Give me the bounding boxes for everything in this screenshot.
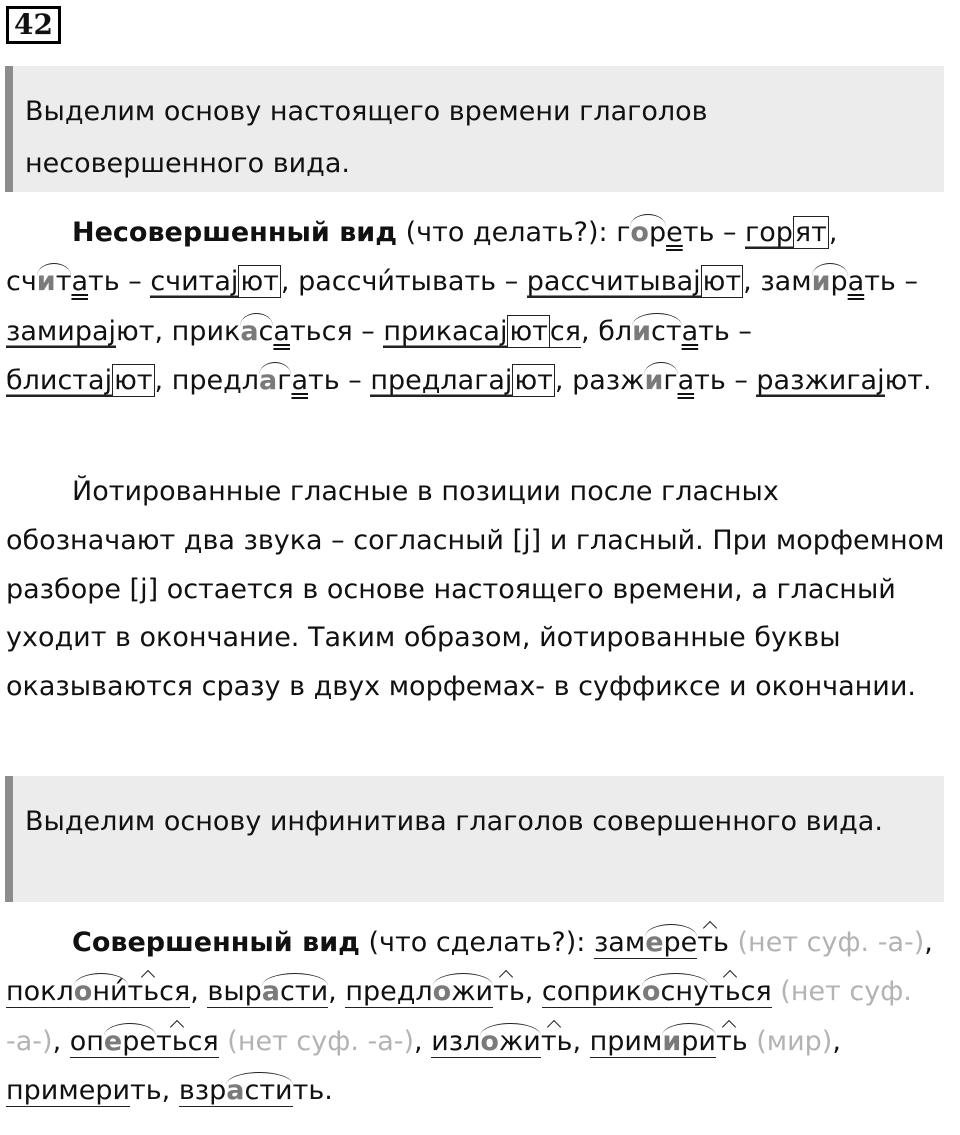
suffix-note: (нет суф. -а-) xyxy=(728,927,925,958)
verb: замере xyxy=(593,927,698,958)
verb-pair: блистать – xyxy=(598,315,752,347)
callout-text: Выделим основу настоящего времени глаголов несовершенного вида. xyxy=(25,96,708,179)
verb-pair: рассчи́тывать – рассчитывајют, xyxy=(298,266,761,298)
verb-pair: разжигать – xyxy=(572,365,757,397)
verb-pair: считать – считајют, xyxy=(6,266,299,298)
verb-pair: замирать xyxy=(760,266,896,298)
explanation-text: Йотированные гласные в позиции после гласных обозначают два звука – согласный [j] и гласный. При морфемном разборе [j] остается в основе настоящего времени, а гласный уходит в окончание. Таким образом, йотированные буквы оказываются сразу в двух морфемах- в суффиксе и окончании. xyxy=(6,476,945,703)
callout-infinitive-stem xyxy=(5,776,944,902)
section-question: (что делать?): xyxy=(397,217,617,248)
exercise-number: 42 xyxy=(6,6,61,44)
ending-box: ют xyxy=(114,365,153,397)
verb-pair: гореть – горят, xyxy=(616,217,838,248)
verb-pair: замирајют, xyxy=(6,315,172,347)
explanation-paragraph xyxy=(6,468,951,712)
ending-box: ят xyxy=(794,217,827,248)
ending-box: ют xyxy=(514,365,553,397)
verb-pair: блистајют, xyxy=(6,365,172,397)
suffix-note: (нет суф. -а-) xyxy=(6,976,912,1057)
verb: соприкоснуться xyxy=(541,976,772,1008)
ending-box: ют xyxy=(240,266,279,298)
section-heading: Совершенный вид xyxy=(72,927,360,958)
verb: поклони́ться xyxy=(6,976,191,1008)
verb-pair: прикасаться – прикасајются, xyxy=(171,315,599,347)
verb: предложи xyxy=(345,976,494,1008)
perfective-paragraph: Совершенный вид (что сделать?): замереть (нет суф. -а-), поклони́ться, вырасти, предложить, соприкоснуться (нет суф. -а-), опереться (нет суф. -а-), изложить, примирить (мир), примерить, взрастить. xyxy=(6,927,933,1107)
verb: изложи xyxy=(431,1025,541,1057)
verb: примери xyxy=(6,1075,131,1107)
root-note: (мир) xyxy=(756,1025,833,1057)
section-question: (что сделать?): xyxy=(359,927,594,958)
section-heading: Несовершенный вид xyxy=(72,217,398,248)
callout-text: Выделим основу инфинитива глаголов совершенного вида. xyxy=(25,806,883,837)
suffix-note: (нет суф. -а-) xyxy=(218,1025,415,1057)
verb: опереться xyxy=(69,1025,219,1057)
ending-box: ют xyxy=(702,266,742,298)
verb: вырасти xyxy=(207,976,329,1008)
verb-pair: разжигајют. xyxy=(756,365,932,397)
verb-pair: предлагать – предлагајют, xyxy=(171,365,573,397)
ending-box: ют xyxy=(509,315,548,347)
verb: взрасти xyxy=(178,1075,293,1107)
imperfective-paragraph: Несовершенный вид (что делать?): гореть – горят, считать – считајют, рассчи́тывать – рассчитывајют, замирать – замирајют, прикасаться – прикасајются, блистать – блистајют, предлагать – предлагајют, разжигать – разжигајют. xyxy=(6,217,932,397)
verb: примири xyxy=(589,1025,716,1057)
callout-present-stem xyxy=(5,66,944,192)
